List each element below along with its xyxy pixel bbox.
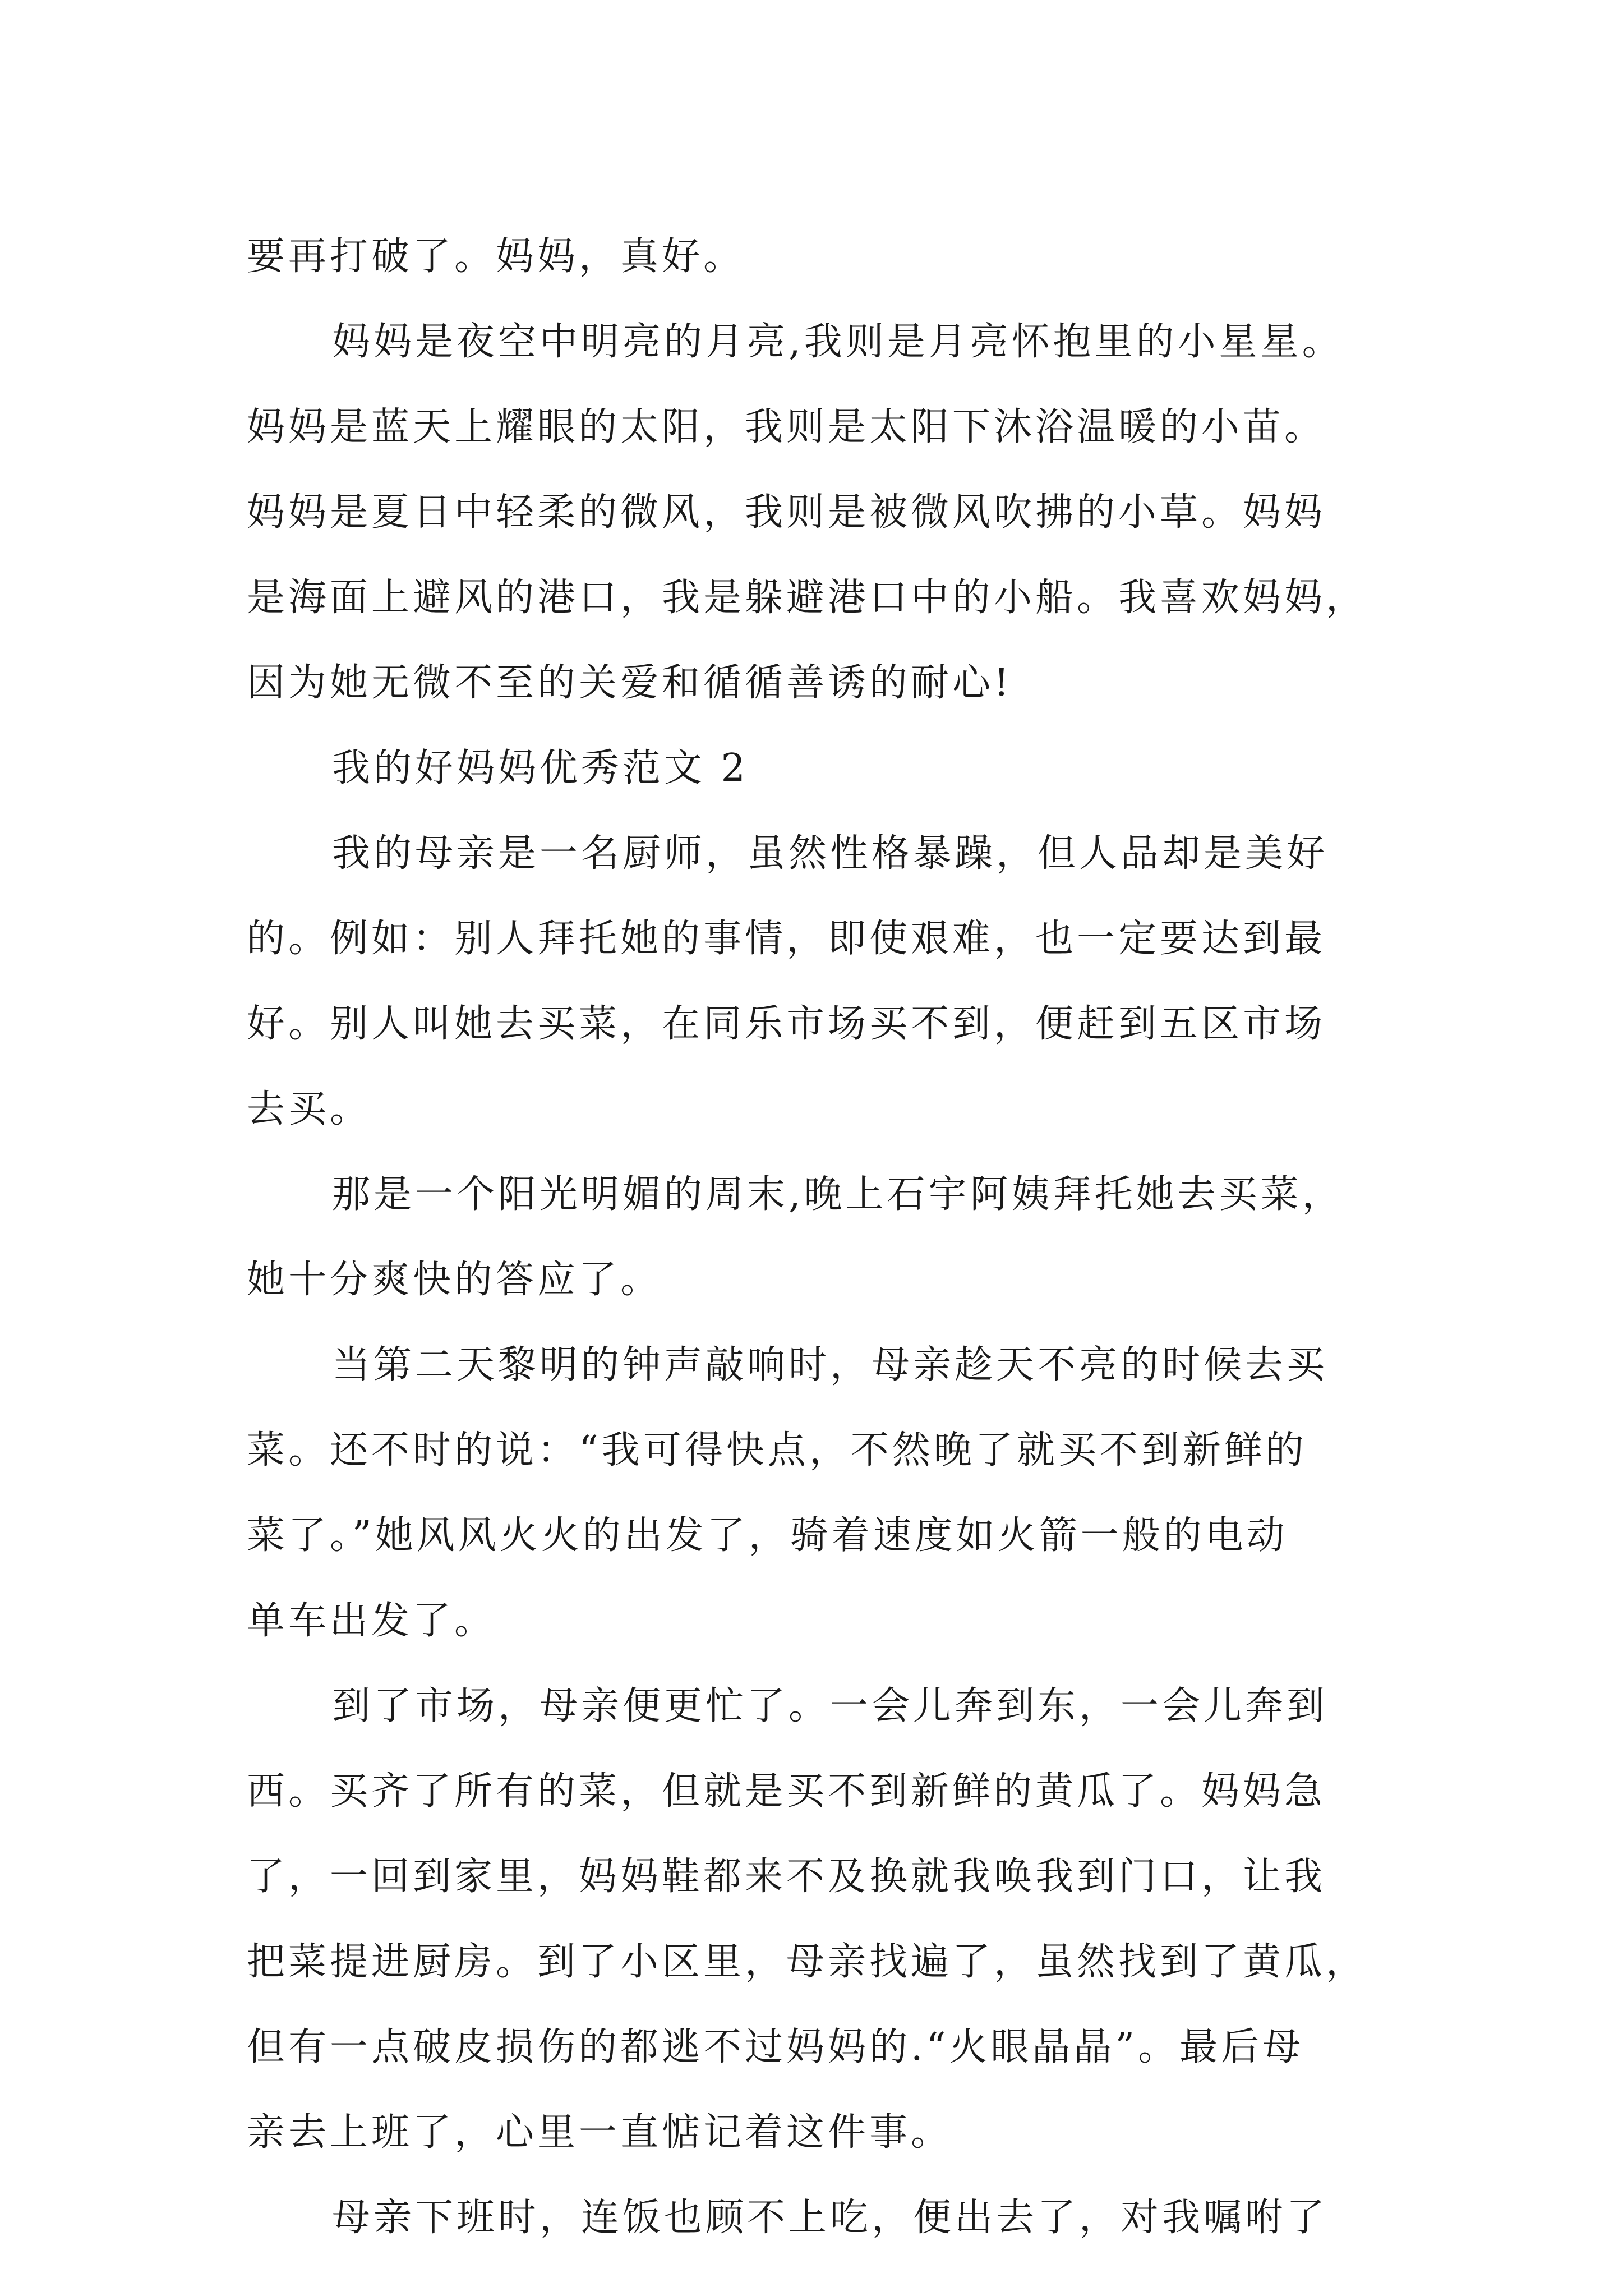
paragraph-first-line: 当第二天黎明的钟声敲响时，母亲趁天不亮的时候去买 [332, 1343, 1329, 1387]
text-line: 她十分爽快的答应了。 [247, 1258, 662, 1302]
text-line: 把菜提进厨房。到了小区里，母亲找遍了，虽然找到了黄瓜， [247, 1940, 1368, 1984]
paragraph-first-line: 到了市场，母亲便更忙了。一会儿奔到东，一会儿奔到 [332, 1684, 1329, 1728]
paragraph-first-line: 妈妈是夜空中明亮的月亮,我则是月亮怀抱里的小星星。 [332, 320, 1344, 364]
text-line: 妈妈是夏日中轻柔的微风，我则是被微风吹拂的小草。妈妈 [247, 490, 1326, 535]
text-line: 去买。 [247, 1087, 372, 1131]
text-line: 是海面上避风的港口，我是躲避港口中的小船。我喜欢妈妈， [247, 576, 1368, 620]
text-line: 好。别人叫她去买菜，在同乐市场买不到，便赶到五区市场 [247, 1002, 1326, 1046]
paragraph-first-line: 那是一个阳光明媚的周末,晚上石宇阿姨拜托她去买菜， [332, 1172, 1344, 1217]
text-line: 西。买齐了所有的菜，但就是买不到新鲜的黄瓜了。妈妈急 [247, 1769, 1326, 1814]
text-line: 但有一点破皮损伤的都逃不过妈妈的.“火眼晶晶”。最后母 [247, 2025, 1304, 2069]
text-line: 菜了。”她风风火火的出发了，骑着速度如火箭一般的电动 [247, 1513, 1288, 1558]
text-line: 单车出发了。 [247, 1599, 496, 1643]
paragraph-first-line: 我的母亲是一名厨师，虽然性格暴躁，但人品却是美好 [332, 831, 1329, 876]
text-line: 亲去上班了，心里一直惦记着这件事。 [247, 2110, 953, 2155]
text-line: 要再打破了。妈妈，真好。 [247, 234, 745, 279]
text-line: 菜。还不时的说：“我可得快点，不然晚了就买不到新鲜的 [247, 1428, 1307, 1473]
text-line: 妈妈是蓝天上耀眼的太阳，我则是太阳下沐浴温暖的小苗。 [247, 405, 1326, 449]
document-body [247, 214, 1402, 2261]
text-line: 的。例如：别人拜托她的事情，即使艰难，也一定要达到最 [247, 917, 1326, 961]
section-heading: 我的好妈妈优秀范文 2 [332, 746, 749, 790]
text-line: 因为她无微不至的关爱和循循善诱的耐心! [247, 661, 1013, 705]
paragraph-first-line: 母亲下班时，连饭也顾不上吃，便出去了，对我嘱咐了 [332, 2196, 1329, 2240]
text-line: 了，一回到家里，妈妈鞋都来不及换就我唤我到门口，让我 [247, 1855, 1326, 1899]
